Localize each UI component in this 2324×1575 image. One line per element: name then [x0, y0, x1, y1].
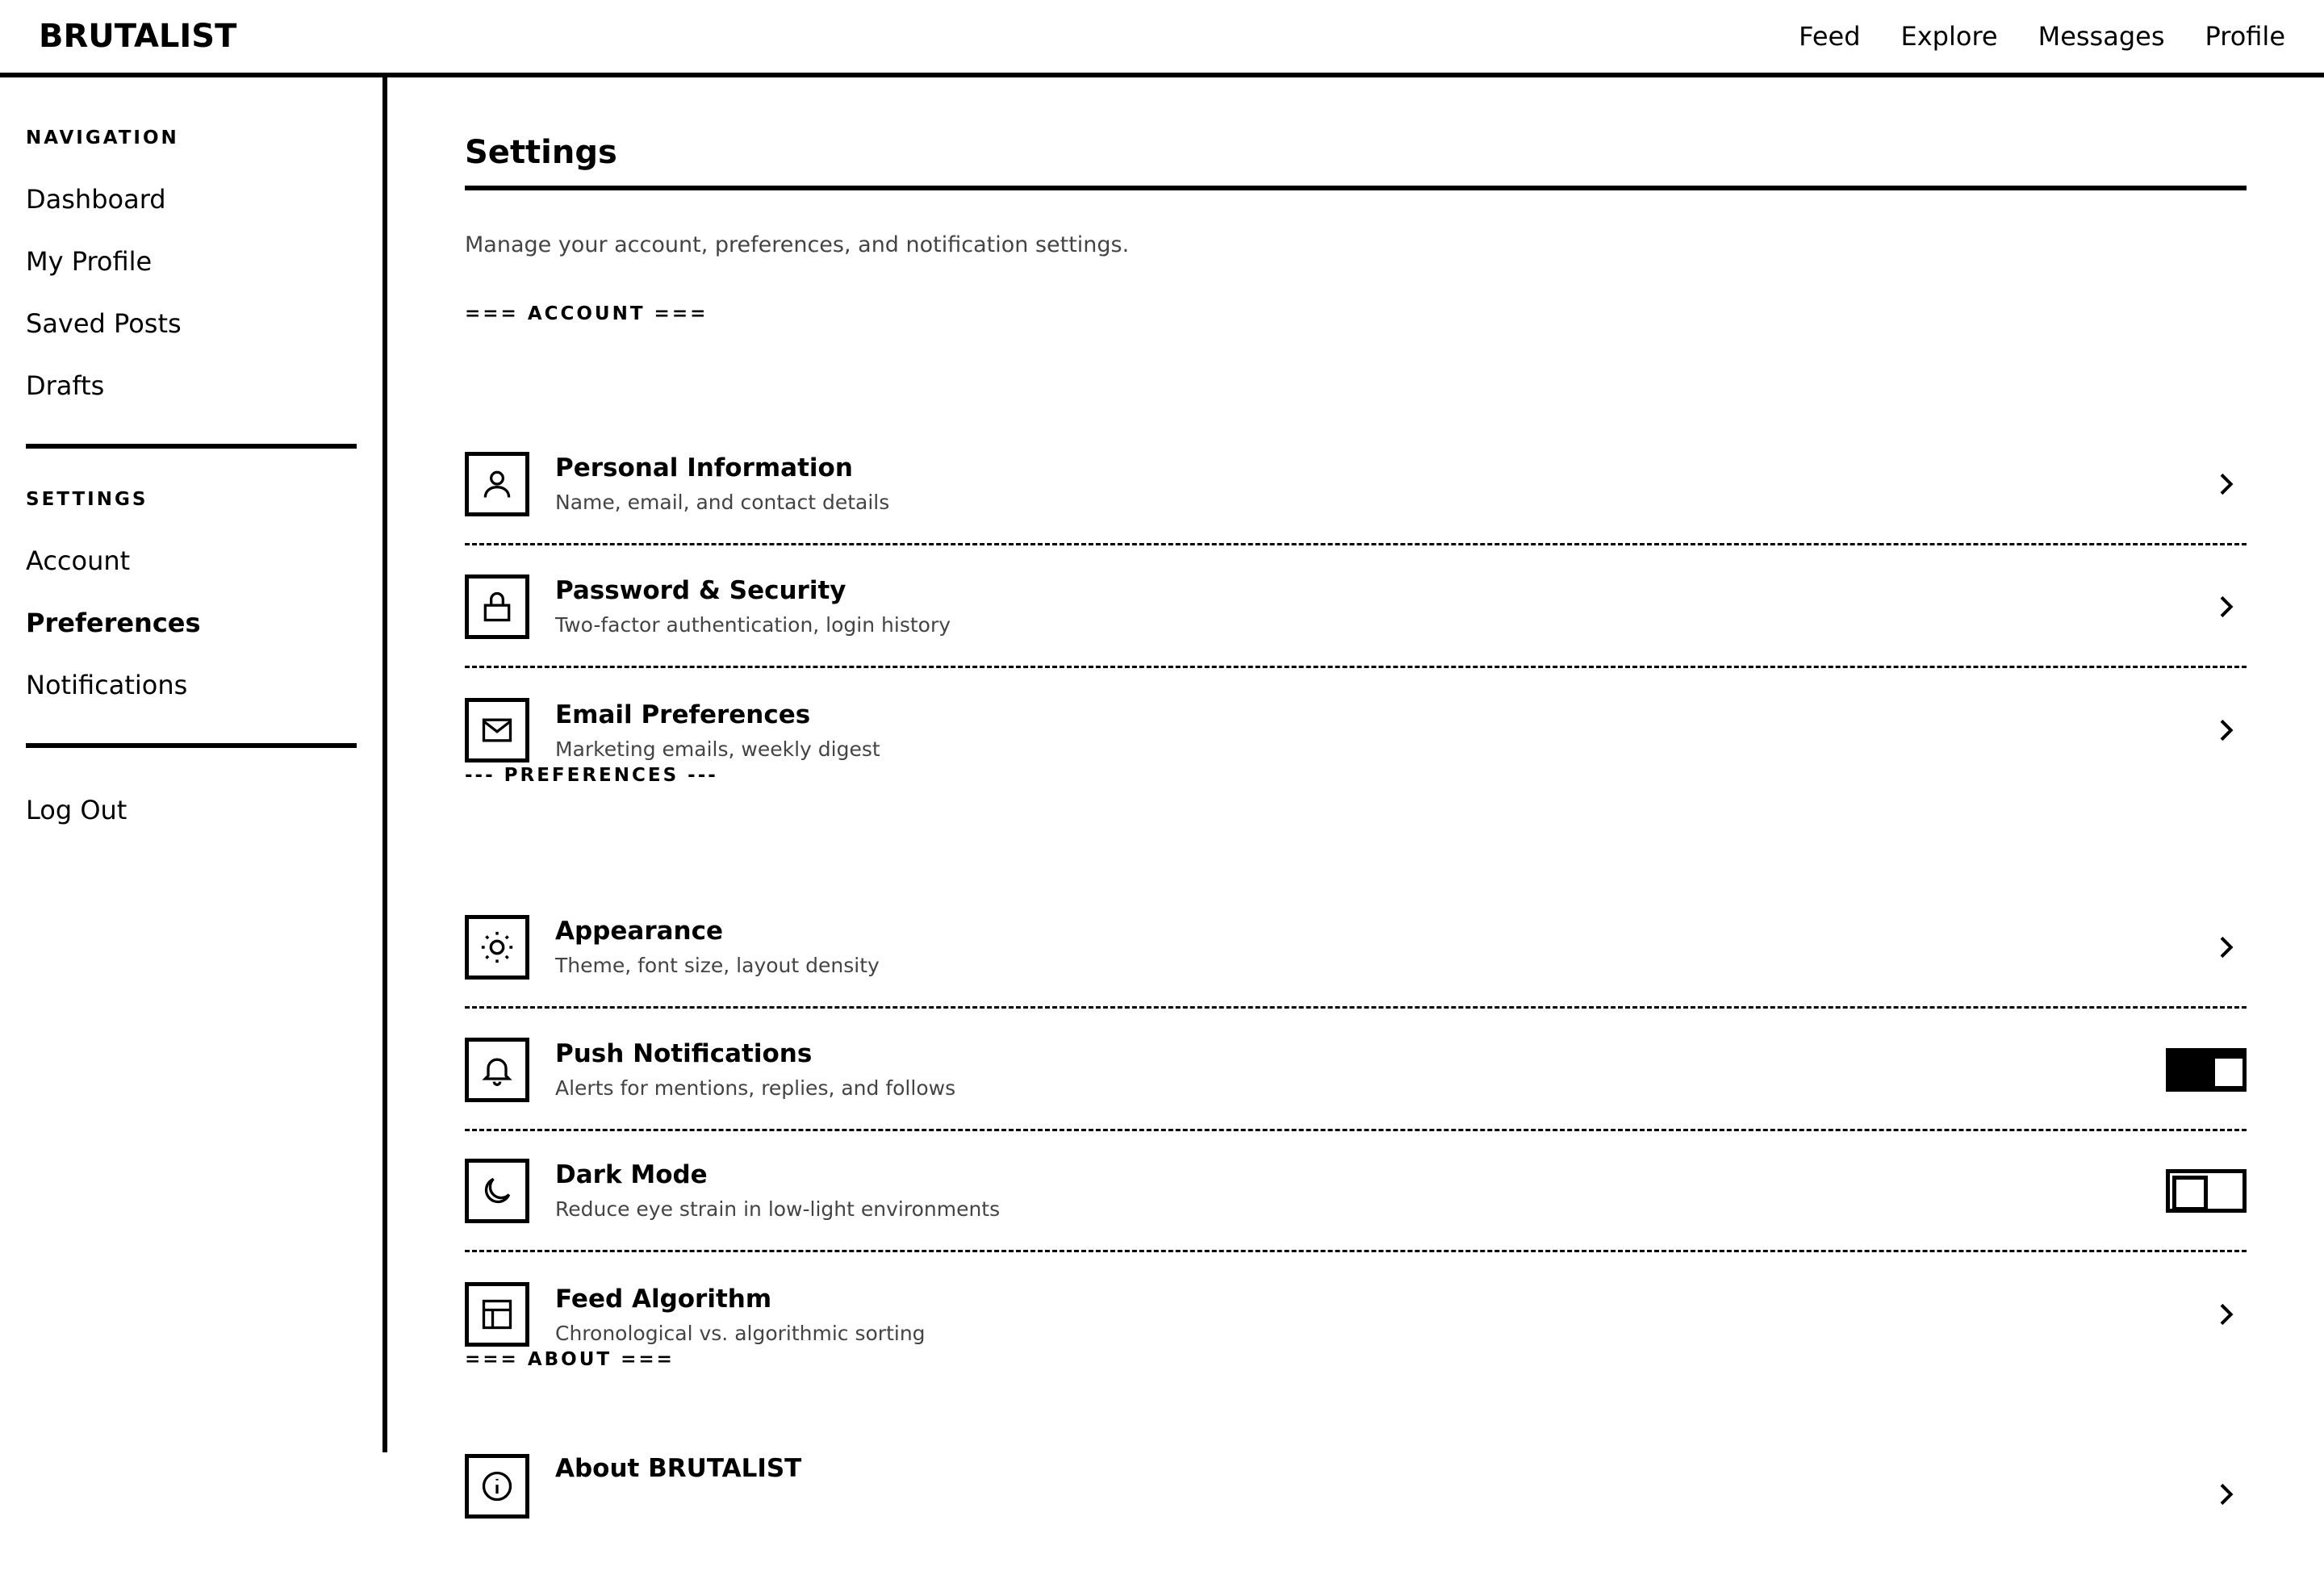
row-title: Email Preferences	[555, 700, 811, 729]
row-text	[555, 576, 2209, 637]
chevron-right-icon[interactable]	[2209, 931, 2242, 963]
sidebar-nav-title: NAVIGATION	[26, 127, 179, 148]
sidebar-item-preferences[interactable]: Preferences	[26, 607, 201, 638]
sidebar-item-dashboard[interactable]: Dashboard	[26, 183, 166, 215]
sidebar	[0, 77, 387, 1452]
chevron-right-icon[interactable]	[2209, 714, 2242, 746]
layout-icon	[465, 1282, 529, 1347]
row-text	[555, 1454, 2209, 1483]
sidebar-item-account[interactable]: Account	[26, 545, 131, 576]
toggle-knob	[2172, 1176, 2208, 1211]
row-subtitle: Reduce eye strain in low-light environments	[555, 1197, 1001, 1221]
sidebar-item-notifications[interactable]: Notifications	[26, 669, 188, 700]
row-subtitle: Marketing emails, weekly digest	[555, 737, 880, 761]
row-text	[555, 1285, 2209, 1345]
row-title: Feed Algorithm	[555, 1284, 772, 1314]
row-title: Push Notifications	[555, 1039, 813, 1068]
settings-row-dark-mode[interactable]	[465, 1131, 2247, 1252]
section-label-account: === ACCOUNT ===	[465, 303, 708, 324]
moon-icon	[465, 1159, 529, 1223]
row-text	[555, 917, 2209, 977]
settings-row-password-security[interactable]	[465, 547, 2247, 668]
page-title: Settings	[465, 134, 617, 171]
topnav-messages[interactable]: Messages	[2038, 21, 2165, 52]
top-bar	[0, 0, 2324, 77]
row-text	[555, 453, 2209, 514]
settings-row-feed-algorithm[interactable]	[465, 1254, 2247, 1375]
row-text	[555, 1160, 2166, 1221]
settings-row-push-notifications[interactable]	[465, 1010, 2247, 1131]
sun-icon	[465, 915, 529, 980]
sidebar-settings-title: SETTINGS	[26, 489, 148, 510]
sidebar-item-drafts[interactable]: Drafts	[26, 370, 105, 401]
row-text	[555, 1039, 2166, 1100]
info-icon	[465, 1454, 529, 1519]
mail-icon	[465, 698, 529, 762]
row-text	[555, 700, 2209, 761]
brand-logo[interactable]: BRUTALIST	[39, 18, 237, 55]
row-title: Dark Mode	[555, 1160, 708, 1189]
settings-row-about[interactable]	[465, 1454, 2247, 1575]
dark-mode-toggle[interactable]	[2166, 1169, 2247, 1213]
sidebar-item-saved-posts[interactable]: Saved Posts	[26, 307, 182, 339]
sidebar-item-my-profile[interactable]: My Profile	[26, 245, 153, 277]
toggle-knob	[2211, 1055, 2247, 1090]
user-icon	[465, 452, 529, 516]
settings-row-email-preferences[interactable]	[465, 670, 2247, 791]
row-subtitle: Two-factor authentication, login history	[555, 613, 951, 637]
settings-row-personal-information[interactable]	[465, 424, 2247, 545]
page-description: Manage your account, preferences, and notification settings.	[465, 232, 1130, 257]
lock-icon	[465, 574, 529, 639]
topnav-profile[interactable]: Profile	[2205, 21, 2285, 52]
section-label-preferences: --- PREFERENCES ---	[465, 765, 718, 786]
row-subtitle: Chronological vs. algorithmic sorting	[555, 1321, 926, 1345]
settings-row-appearance[interactable]	[465, 888, 2247, 1009]
row-subtitle: Theme, font size, layout density	[555, 954, 880, 977]
row-title: Password & Security	[555, 576, 846, 605]
row-title: Appearance	[555, 917, 723, 946]
logout-button[interactable]: Log Out	[26, 794, 127, 825]
row-subtitle: Name, email, and contact details	[555, 491, 890, 514]
top-nav	[1799, 21, 2285, 52]
row-subtitle: Alerts for mentions, replies, and follows	[555, 1076, 956, 1100]
push-notifications-toggle[interactable]	[2166, 1048, 2247, 1092]
row-title: Personal Information	[555, 453, 853, 483]
topnav-feed[interactable]: Feed	[1799, 21, 1861, 52]
topnav-explore[interactable]: Explore	[1900, 21, 1998, 52]
chevron-right-icon[interactable]	[2209, 468, 2242, 500]
row-title: About BRUTALIST	[555, 1454, 802, 1483]
bell-icon	[465, 1038, 529, 1102]
title-rule	[465, 186, 2247, 190]
chevron-right-icon[interactable]	[2209, 1478, 2242, 1510]
chevron-right-icon[interactable]	[2209, 1298, 2242, 1331]
chevron-right-icon[interactable]	[2209, 591, 2242, 623]
settings-main	[392, 77, 2324, 1483]
section-label-about: === ABOUT ===	[465, 1349, 675, 1370]
